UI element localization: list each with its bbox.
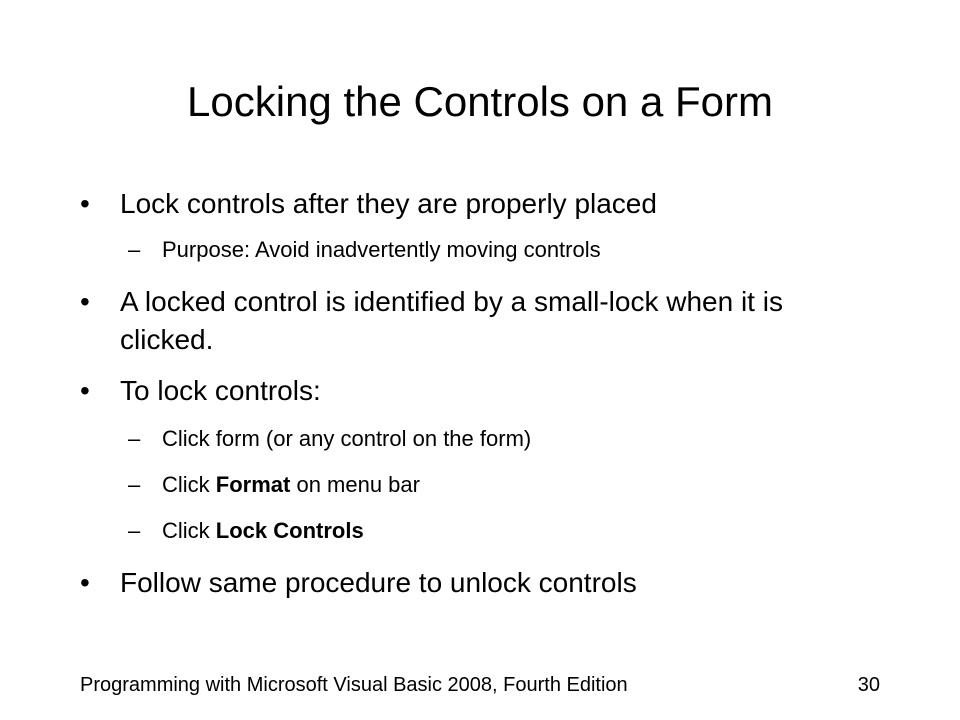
subitem-prefix: Click	[162, 518, 216, 543]
bullet-icon: •	[80, 375, 90, 406]
subitem-text	[162, 516, 848, 546]
bullet-item-unlock	[80, 564, 840, 602]
bullet-text: Lock controls after they are properly placed	[120, 188, 657, 219]
subitem-suffix: on menu bar	[290, 472, 420, 497]
subitem-click-format	[128, 470, 848, 500]
bullet-text: A locked control is identified by a small-lock when it is clicked.	[120, 286, 783, 355]
subitem-text: Click form (or any control on the form)	[162, 426, 532, 451]
dash-icon: –	[128, 472, 141, 497]
subitem-purpose	[128, 235, 848, 265]
subitem-text	[162, 470, 848, 500]
bullet-text: Follow same procedure to unlock controls	[120, 567, 637, 598]
subitem-click-lock-controls	[128, 516, 848, 546]
menu-name-format: Format	[215, 472, 291, 497]
subitem-prefix: Click	[162, 472, 216, 497]
page-number: 30	[857, 674, 880, 696]
menu-name-lock-controls: Lock Controls	[215, 518, 364, 543]
bullet-text: To lock controls:	[120, 375, 321, 406]
bullet-icon: •	[80, 286, 90, 317]
bullet-item-to-lock	[80, 372, 840, 410]
subitem-click-form	[128, 424, 848, 454]
dash-icon: –	[128, 518, 141, 543]
footer-book-title: Programming with Microsoft Visual Basic 2008, Fourth Edition	[80, 674, 628, 696]
bullet-item-locked-control	[80, 283, 840, 359]
dash-icon: –	[128, 426, 141, 451]
slide-title: Locking the Controls on a Form	[187, 78, 773, 125]
bullet-icon: •	[80, 567, 90, 598]
subitem-text: Purpose: Avoid inadvertently moving controls	[162, 237, 601, 262]
dash-icon: –	[128, 237, 141, 262]
bullet-item-lock-controls	[80, 185, 840, 223]
bullet-icon: •	[80, 188, 90, 219]
